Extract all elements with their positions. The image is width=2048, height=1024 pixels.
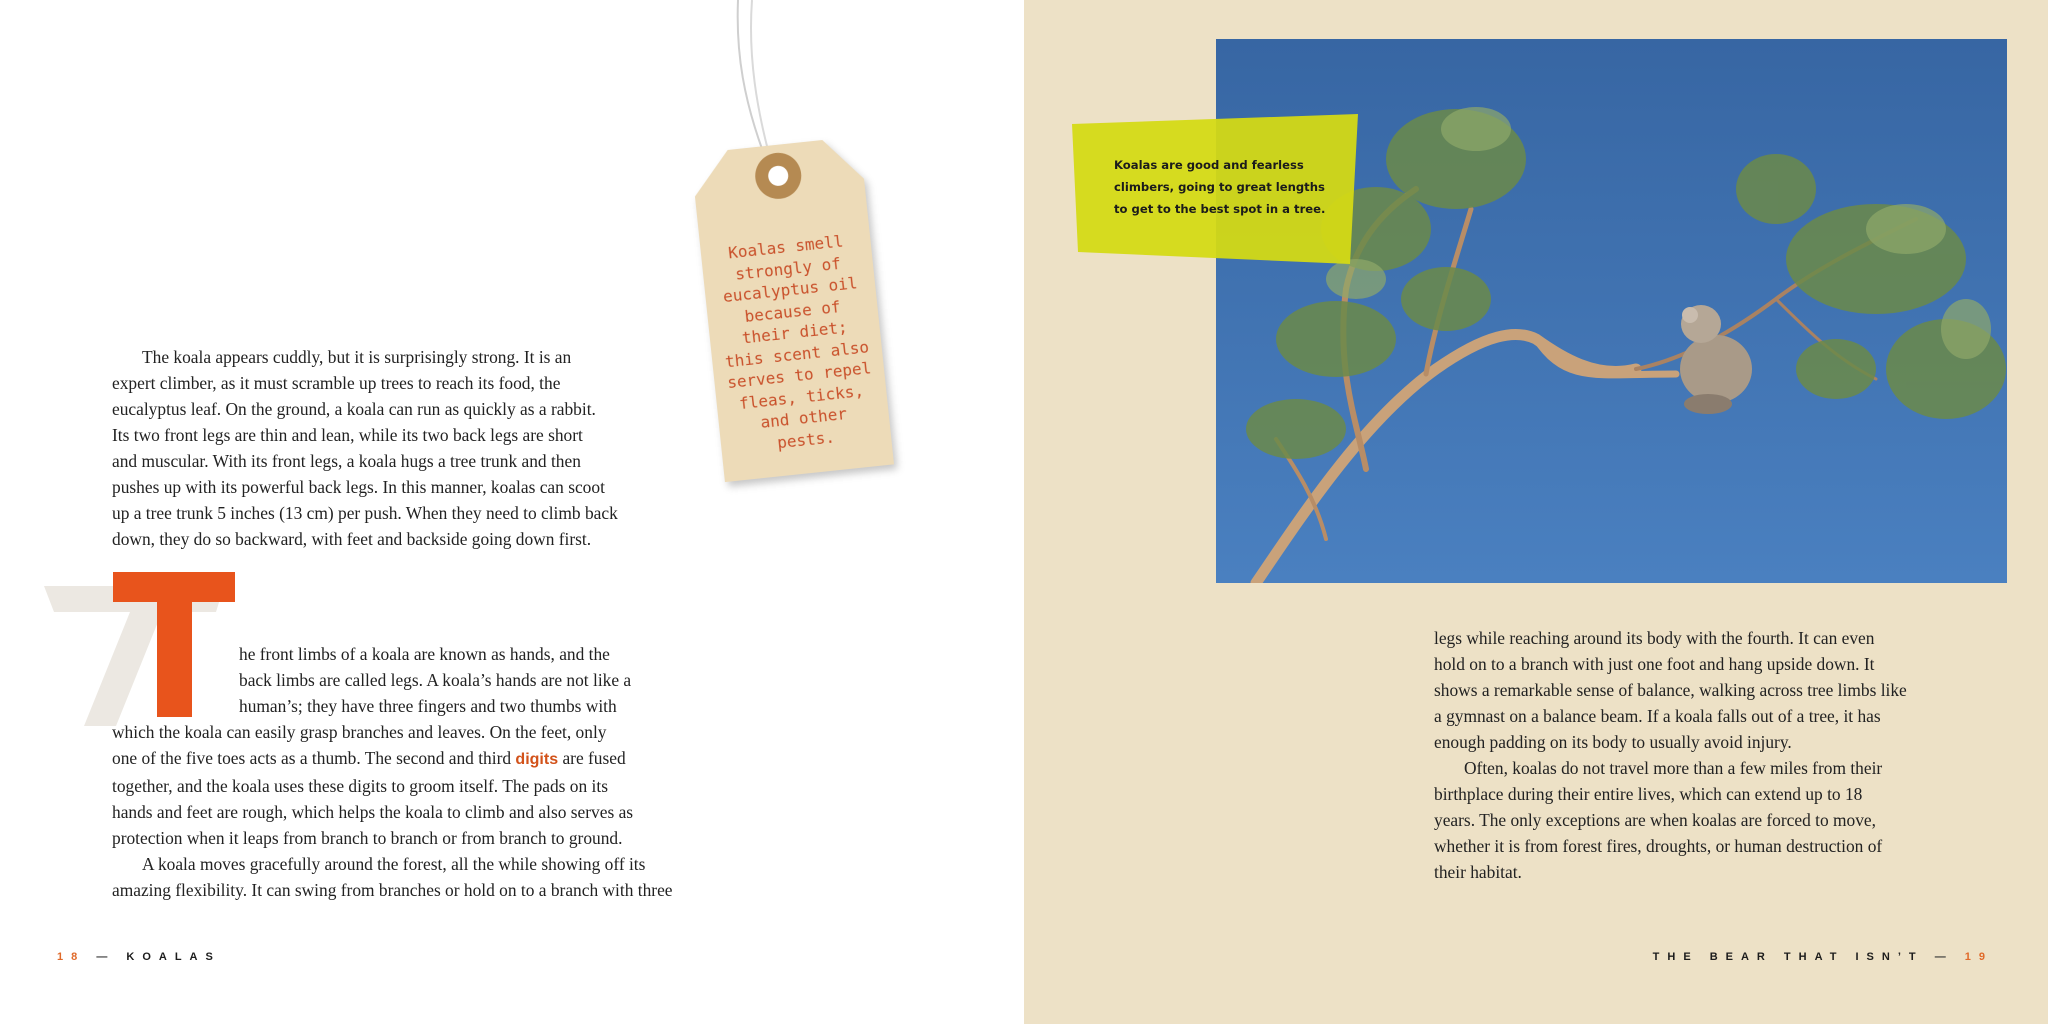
text-line: down, they do so backward, with feet and backside going down first. (112, 529, 592, 549)
text-line: their habitat. (1434, 862, 1522, 882)
text-line: The koala appears cuddly, but it is surprisingly strong. It is an (142, 347, 572, 367)
paper-tag (690, 136, 894, 482)
running-head: THE BEAR THAT ISN’T (1652, 951, 1924, 963)
text-line: together, and the koala uses these digits to groom itself. The pads on its (112, 776, 608, 796)
text-line-digits (112, 745, 673, 773)
text-line: human’s; they have three fingers and two thumbs with (239, 696, 617, 716)
photo-caption (1114, 154, 1334, 220)
text-line: amazing flexibility. It can swing from branches or hold on to a branch with three (112, 880, 673, 900)
footer-separator: — (96, 951, 116, 963)
text-line: eucalyptus leaf. On the ground, a koala can run as quickly as a rabbit. (112, 399, 596, 419)
text-line: legs while reaching around its body with the fourth. It can even (1434, 628, 1875, 648)
footer-separator: — (1934, 951, 1954, 963)
caption-line: to get to the best spot in a tree. (1114, 202, 1326, 216)
text-line: enough padding on its body to usually avoid injury. (1434, 732, 1792, 752)
text-line: whether it is from forest fires, droughts, or human destruction of (1434, 836, 1883, 856)
text-line: Often, koalas do not travel more than a few miles from their (1464, 758, 1883, 778)
right-footer (1653, 951, 1993, 963)
text-line: up a tree trunk 5 inches (13 cm) per push. When they need to climb back (112, 503, 618, 523)
text-fragment: one of the five toes acts as a thumb. The second and third (112, 748, 516, 768)
text-line: birthplace during their entire lives, which can extend up to 18 (1434, 784, 1863, 804)
paragraph-balance (1434, 625, 1907, 885)
caption-line: Koalas are good and fearless (1114, 158, 1304, 172)
text-line: years. The only exceptions are when koalas are forced to move, (1434, 810, 1877, 830)
text-line: hold on to a branch with just one foot and hang upside down. It (1434, 654, 1875, 674)
tag-fact-text: Koalas smell strongly of eucalyptus oil because of their diet; this scent also serves to repel fleas, ticks, and other pests. (722, 231, 873, 452)
scent-fact-tag (660, 0, 900, 520)
page-number: 19 (1964, 951, 1993, 963)
dropcap-letter (113, 572, 235, 717)
paragraph-climbing (112, 344, 618, 552)
text-fragment: are fused (558, 748, 626, 768)
caption-line: climbers, going to great lengths (1114, 180, 1325, 194)
text-line: back limbs are called legs. A koala’s hands are not like a (239, 670, 632, 690)
text-line: a gymnast on a balance beam. If a koala falls out of a tree, it has (1434, 706, 1881, 726)
text-line: which the koala can easily grasp branches and leaves. On the feet, only (112, 722, 607, 742)
text-line: Its two front legs are thin and lean, while its two back legs are short (112, 425, 583, 445)
text-line: hands and feet are rough, which helps the koala to climb and also serves as (112, 802, 634, 822)
right-page (1024, 0, 2048, 1024)
glossary-term-digits[interactable]: digits (515, 751, 559, 768)
left-footer (57, 951, 221, 963)
page-number: 18 (57, 951, 86, 963)
text-line: pushes up with its powerful back legs. In this manner, koalas can scoot (112, 477, 605, 497)
text-line: protection when it leaps from branch to branch or from branch to ground. (112, 828, 623, 848)
text-line: A koala moves gracefully around the forest, all the while showing off its (142, 854, 646, 874)
paragraph-hands-continued (112, 719, 673, 903)
text-line: expert climber, as it must scramble up trees to reach its food, the (112, 373, 561, 393)
running-head: KOALAS (126, 951, 221, 963)
paragraph-hands-opening (239, 641, 631, 719)
text-line: he front limbs of a koala are known as hands, and the (239, 644, 610, 664)
text-line: and muscular. With its front legs, a koala hugs a tree trunk and then (112, 451, 581, 471)
text-line: shows a remarkable sense of balance, walking across tree limbs like (1434, 680, 1907, 700)
